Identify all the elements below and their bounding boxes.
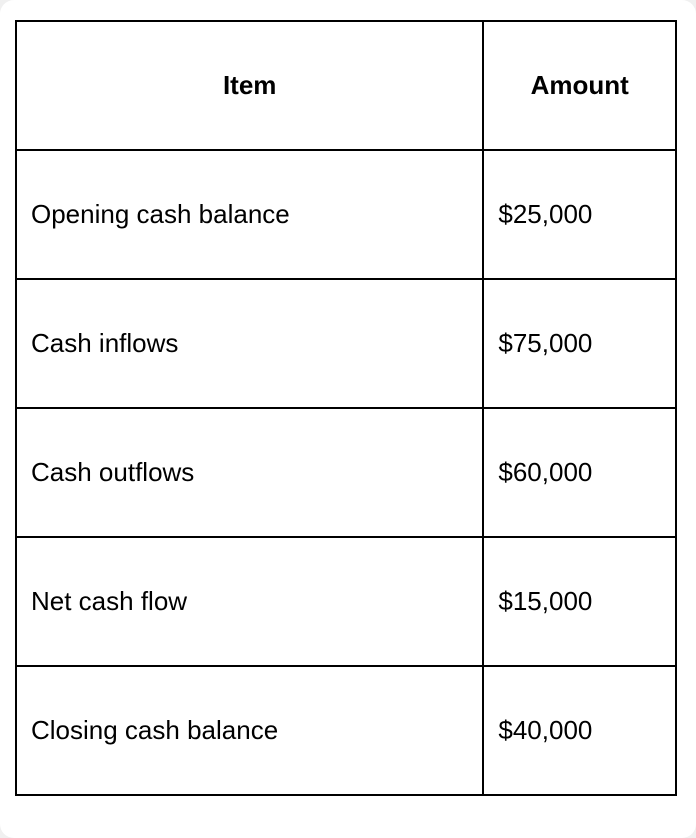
column-header-item: Item xyxy=(16,21,483,150)
item-cell: Net cash flow xyxy=(16,537,483,666)
item-cell: Opening cash balance xyxy=(16,150,483,279)
table-row xyxy=(16,408,676,537)
table-row xyxy=(16,666,676,795)
amount-cell: $25,000 xyxy=(483,150,676,279)
table-row xyxy=(16,537,676,666)
table-row xyxy=(16,150,676,279)
table-row xyxy=(16,279,676,408)
item-cell: Closing cash balance xyxy=(16,666,483,795)
amount-cell: $40,000 xyxy=(483,666,676,795)
table-header xyxy=(16,21,676,150)
table-body xyxy=(16,150,676,795)
cash-flow-table xyxy=(15,20,677,796)
header-row xyxy=(16,21,676,150)
column-header-amount: Amount xyxy=(483,21,676,150)
amount-cell: $15,000 xyxy=(483,537,676,666)
item-cell: Cash inflows xyxy=(16,279,483,408)
item-cell: Cash outflows xyxy=(16,408,483,537)
amount-cell: $75,000 xyxy=(483,279,676,408)
amount-cell: $60,000 xyxy=(483,408,676,537)
